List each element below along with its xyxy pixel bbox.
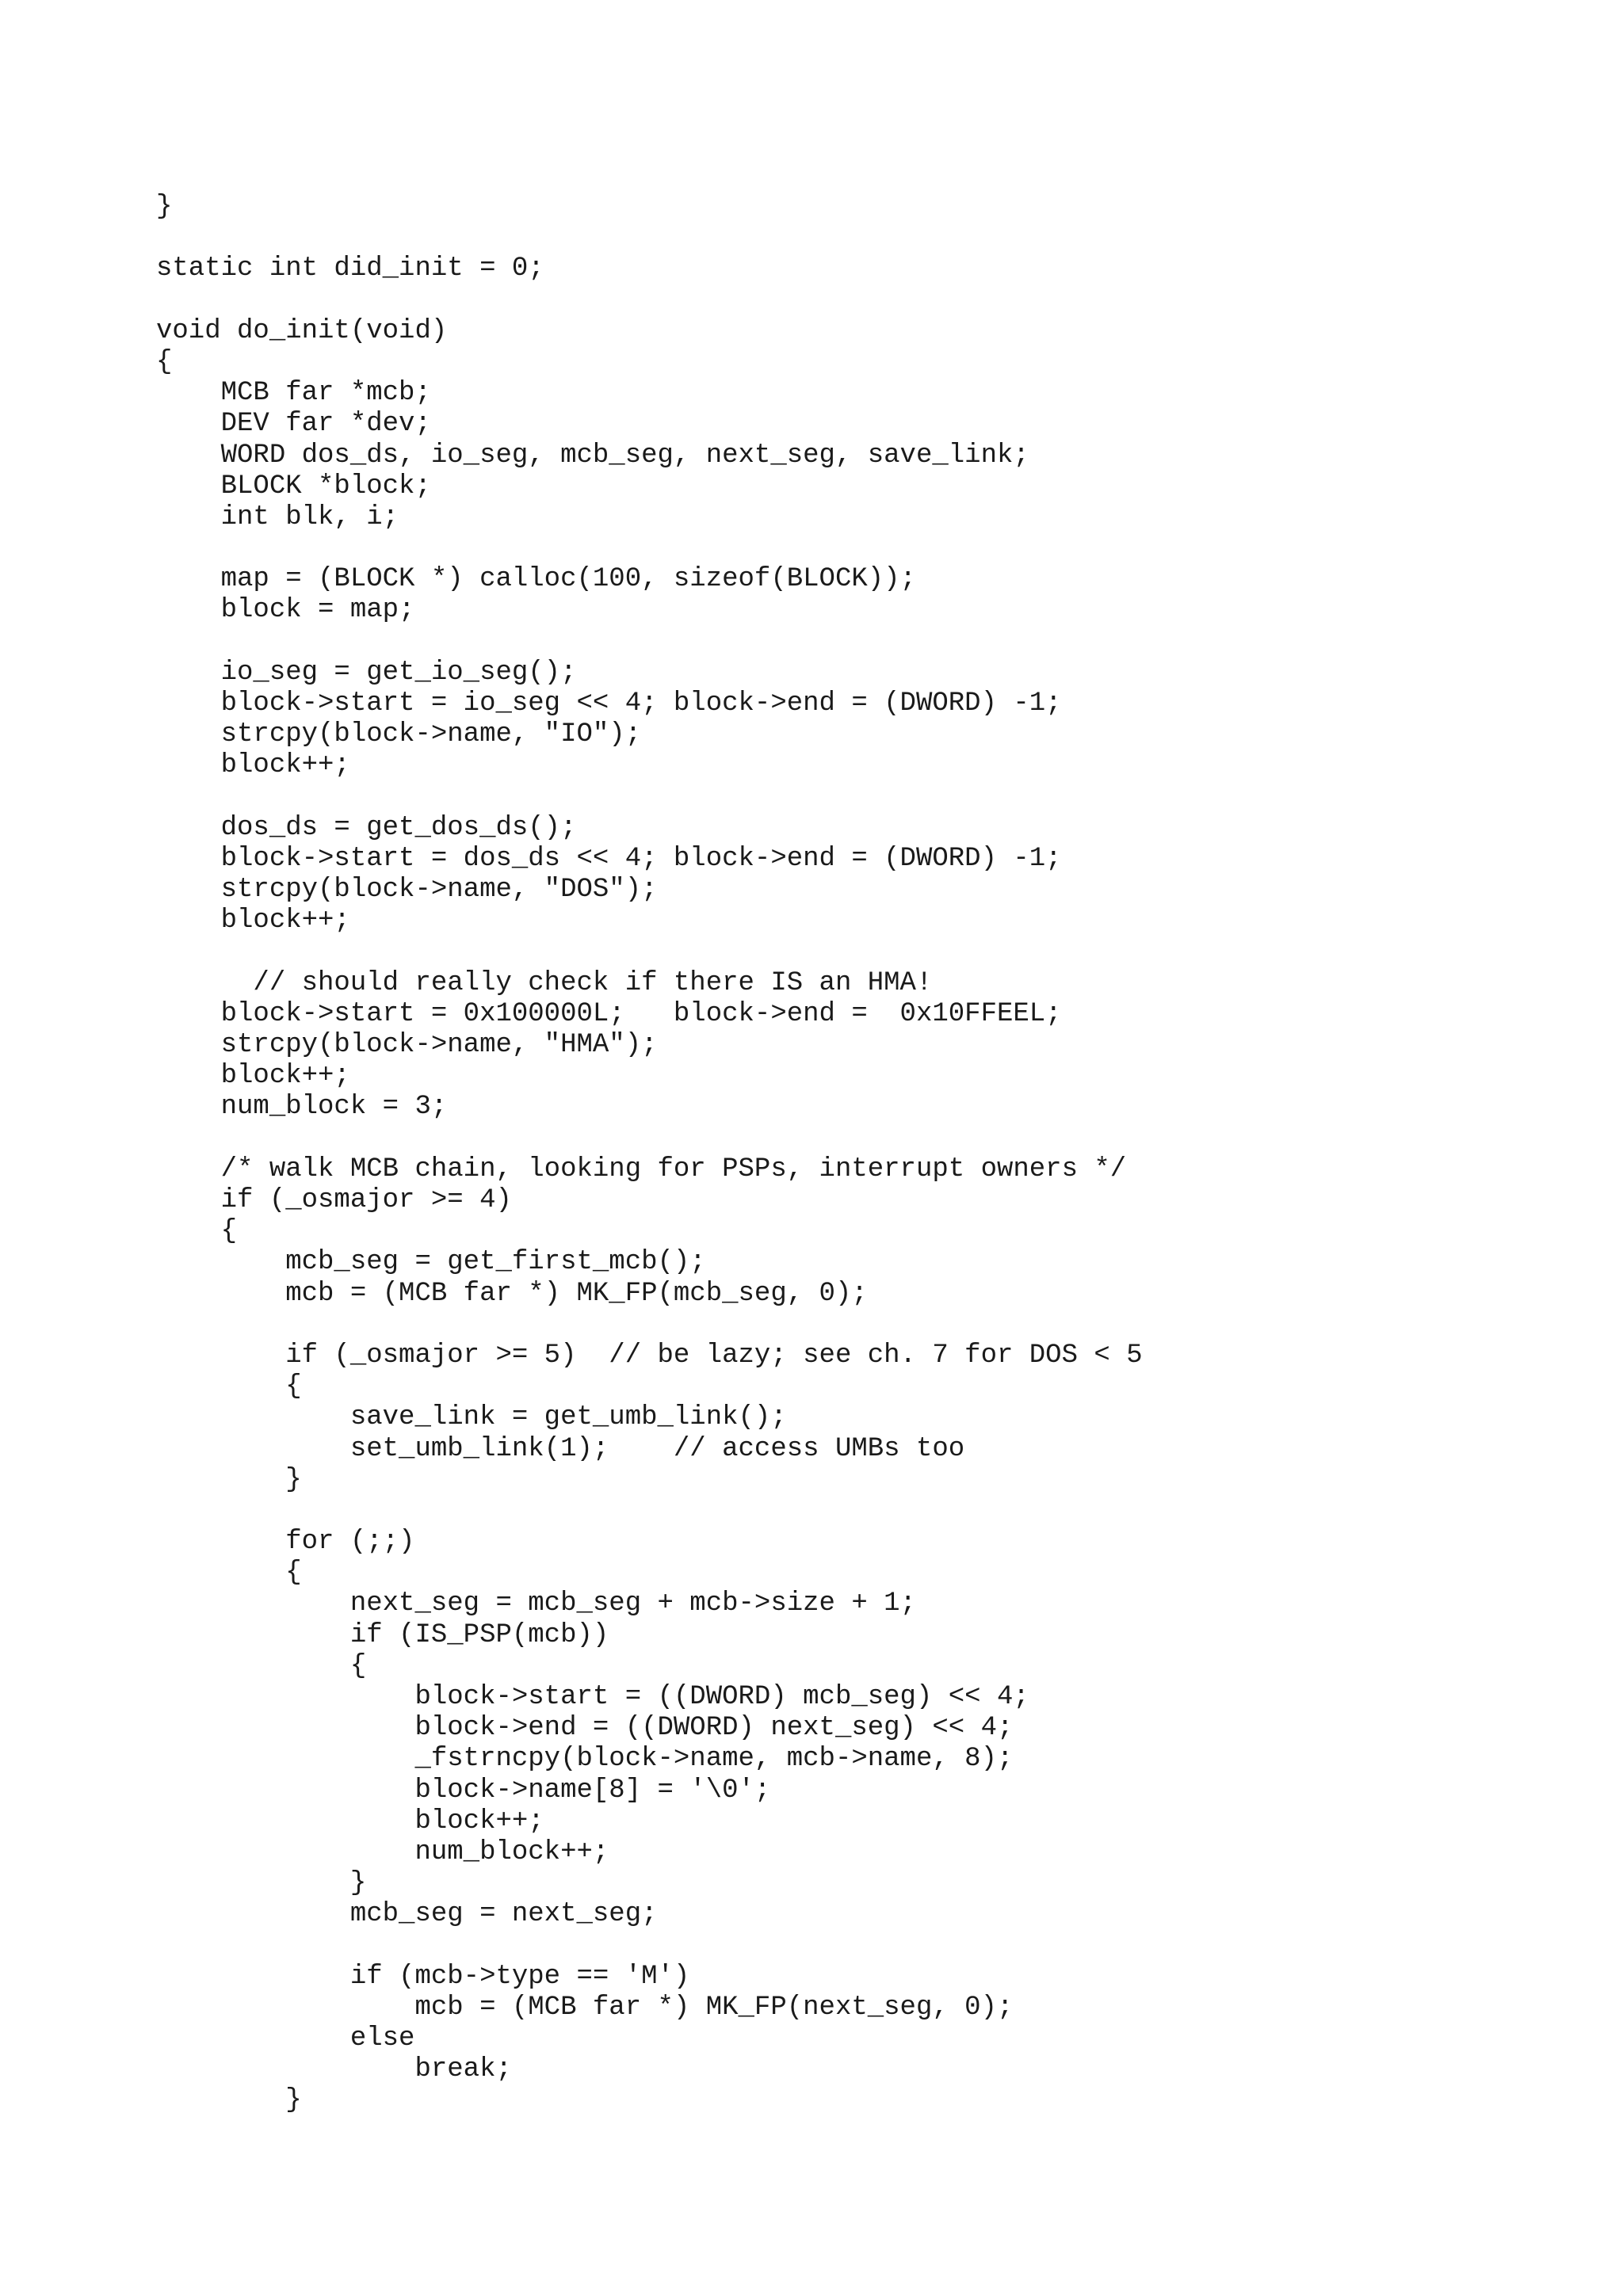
code-line: {	[156, 1371, 302, 1402]
code-line: next_seg = mcb_seg + mcb->size + 1;	[156, 1589, 916, 1619]
code-line: _fstrncpy(block->name, mcb->name, 8);	[156, 1744, 1014, 1775]
code-line: strcpy(block->name, "IO");	[156, 719, 642, 750]
code-line: block->start = dos_ds << 4; block->end = (DWORD) -1;	[156, 843, 1062, 874]
code-line	[156, 782, 1143, 813]
code-line: /* walk MCB chain, looking for PSPs, interrupt owners */	[156, 1154, 1127, 1184]
code-line: io_seg = get_io_seg();	[156, 657, 577, 688]
code-line: if (IS_PSP(mcb))	[156, 1619, 609, 1650]
code-line: DEV far *dev;	[156, 409, 431, 440]
code-line: {	[156, 1558, 302, 1589]
code-line: set_umb_link(1); // access UMBs too	[156, 1433, 965, 1464]
code-line: block++;	[156, 1061, 350, 1092]
code-line: dos_ds = get_dos_ds();	[156, 812, 577, 843]
code-line: {	[156, 1216, 238, 1247]
code-line: map = (BLOCK *) calloc(100, sizeof(BLOCK));	[156, 564, 916, 595]
code-line: int blk, i;	[156, 502, 399, 532]
code-line: block = map;	[156, 595, 415, 626]
code-line: mcb_seg = next_seg;	[156, 1899, 658, 1930]
code-line: {	[156, 1650, 367, 1681]
code-line	[156, 937, 1143, 968]
code-line: mcb = (MCB far *) MK_FP(next_seg, 0);	[156, 1992, 1014, 2023]
code-line: BLOCK *block;	[156, 471, 431, 502]
code-line: {	[156, 346, 173, 377]
code-line	[156, 285, 1143, 316]
code-line: mcb = (MCB far *) MK_FP(mcb_seg, 0);	[156, 1278, 868, 1309]
code-line: block->start = 0x100000L; block->end = 0x10FFEEL;	[156, 998, 1062, 1029]
code-line: if (_osmajor >= 4)	[156, 1185, 512, 1215]
code-line: // should really check if there IS an HMA!	[156, 967, 933, 998]
code-line: if (mcb->type == 'M')	[156, 1961, 690, 1992]
code-line: block++;	[156, 750, 350, 781]
code-listing	[156, 192, 1143, 2117]
code-line	[156, 533, 1143, 564]
code-line: void do_init(void)	[156, 315, 448, 346]
code-line: }	[156, 1464, 302, 1495]
code-line: }	[156, 192, 173, 222]
code-line: break;	[156, 2054, 512, 2085]
code-line: strcpy(block->name, "HMA");	[156, 1030, 658, 1061]
code-line: }	[156, 2085, 302, 2116]
code-line: save_link = get_umb_link();	[156, 1402, 787, 1433]
code-line: num_block++;	[156, 1836, 609, 1867]
code-line: if (_osmajor >= 5) // be lazy; see ch. 7 for DOS < 5	[156, 1340, 1143, 1371]
code-line: block->start = ((DWORD) mcb_seg) << 4;	[156, 1682, 1029, 1712]
code-line: block++;	[156, 1806, 544, 1836]
code-line: block->name[8] = '\0';	[156, 1775, 771, 1806]
code-line: static int did_init = 0;	[156, 254, 544, 284]
code-line: strcpy(block->name, "DOS");	[156, 875, 658, 906]
code-line	[156, 1310, 1143, 1341]
code-line: num_block = 3;	[156, 1092, 448, 1123]
code-line	[156, 627, 1143, 658]
code-line: WORD dos_ds, io_seg, mcb_seg, next_seg, save_link;	[156, 440, 1029, 471]
code-line	[156, 1123, 1143, 1154]
code-line: else	[156, 2023, 415, 2054]
code-line	[156, 1496, 1143, 1527]
code-line	[156, 1931, 1143, 1962]
code-line: }	[156, 1868, 367, 1899]
code-line: block->end = ((DWORD) next_seg) << 4;	[156, 1713, 1014, 1744]
code-line: mcb_seg = get_first_mcb();	[156, 1247, 706, 1278]
code-line: MCB far *mcb;	[156, 378, 431, 409]
code-line: block++;	[156, 906, 350, 936]
code-line: block->start = io_seg << 4; block->end = (DWORD) -1;	[156, 688, 1062, 719]
code-line	[156, 223, 1143, 254]
code-line: for (;;)	[156, 1527, 415, 1558]
